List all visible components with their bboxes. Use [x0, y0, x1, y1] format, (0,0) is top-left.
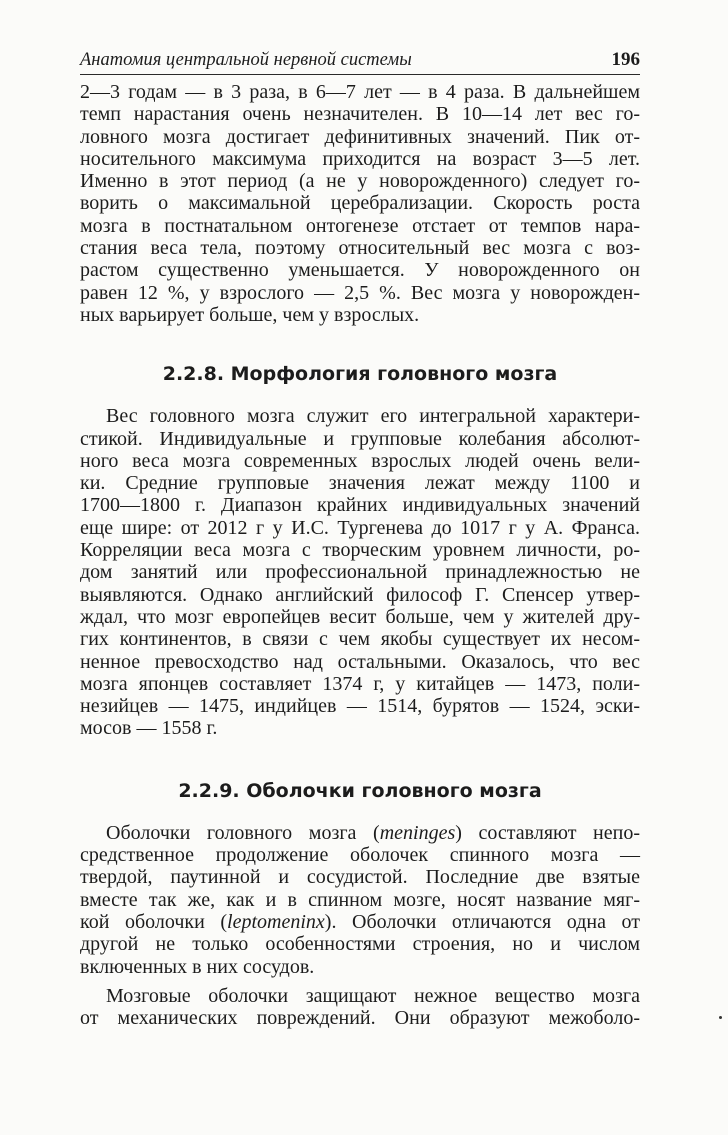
- text-line: еще шире: от 2012 г у И.С. Тургенева до 1017 г у А. Франса.: [80, 516, 640, 539]
- text-line: твердой, паутинной и сосудистой. Последние две взятые: [80, 866, 640, 889]
- running-header: [80, 48, 640, 75]
- print-speck: [719, 1016, 722, 1019]
- text-line: Корреляции веса мозга с творческим уровнем личности, ро-: [80, 539, 640, 562]
- text-line: 1700—1800 г. Диапазон крайних индивидуальных значений: [80, 494, 640, 517]
- intro-paragraph: [80, 81, 640, 326]
- text-fragment: Оболочки головного мозга (: [106, 821, 380, 844]
- text-line: темп нарастания очень незначителен. В 10—14 лет вес го-: [80, 103, 640, 126]
- text-line: равен 12 %, у взрослого — 2,5 %. Вес мозга у новорожден-: [80, 281, 640, 304]
- text-line: дом занятий или профессиональной принадлежностью не: [80, 561, 640, 584]
- text-line: 2—3 годам — в 3 раза, в 6—7 лет — в 4 раза. В дальнейшем: [80, 81, 640, 103]
- text-line: растом существенно уменьшается. У новорожденного он: [80, 259, 640, 282]
- text-line: Мозговые оболочки защищают нежное вещество мозга: [106, 984, 640, 1007]
- membranes-paragraph-2: [80, 985, 640, 1030]
- text-line: ки. Средние групповые значения лежат между 1100 и: [80, 472, 640, 495]
- text-line: другой не только особенностями строения, но и числом: [80, 933, 640, 956]
- text-line: ненное превосходство над остальными. Оказалось, что вес: [80, 650, 640, 673]
- text-line: от механических повреждений. Они образуют межоболо-: [80, 1007, 640, 1030]
- morphology-paragraph: [80, 405, 640, 739]
- text-line: средственное продолжение оболочек спинного мозга —: [80, 844, 640, 867]
- latin-term: leptomeninx: [227, 910, 325, 933]
- text-line: стикой. Индивидуальные и групповые колебания абсолют-: [80, 427, 640, 450]
- section-heading-morphology: 2.2.8. Морфология головного мозга: [162, 363, 558, 386]
- latin-term: meninges: [379, 821, 456, 844]
- text-line: [80, 822, 640, 844]
- page-number: 196: [611, 49, 640, 70]
- text-line: ворить о максимальной церебрализации. Скорость роста: [80, 192, 640, 215]
- text-line: ного веса мозга современных взрослых людей очень вели-: [80, 449, 640, 472]
- text-fragment: ) составляют непо-: [455, 821, 640, 844]
- text-line: мозга японцев составляет 1374 г, у китайцев — 1473, поли-: [80, 672, 640, 695]
- text-line: Именно в этот период (а не у новорожденного) следует го-: [80, 170, 640, 193]
- text-line: ждал, что мозг европейцев весит больше, чем у жителей дру-: [80, 605, 640, 628]
- text-line: выявляются. Однако английский философ Г. Спенсер утвер-: [80, 583, 640, 606]
- text-line: стания веса тела, поэтому относительный вес мозга с воз-: [80, 237, 640, 260]
- book-page: [80, 48, 640, 1029]
- running-header-title: Анатомия центральной нервной системы: [80, 50, 412, 70]
- text-line: Вес головного мозга служит его интегральной характери-: [106, 405, 640, 428]
- text-line: ных варьирует больше, чем у взрослых.: [80, 303, 420, 326]
- text-fragment: кой оболочки (: [80, 910, 228, 933]
- text-line: ловного мозга достигает дефинитивных значений. Пик от-: [80, 125, 640, 148]
- text-line: мосов — 1558 г.: [80, 717, 218, 740]
- text-fragment: ). Оболочки отличаются одна от: [324, 910, 640, 933]
- text-line: [80, 911, 640, 933]
- text-line: мозга в постнатальном онтогенезе отстает от темпов нара-: [80, 214, 640, 237]
- membranes-paragraph-1: [80, 822, 640, 978]
- text-line: вместе так же, как и в спинном мозге, носят название мяг-: [80, 888, 640, 911]
- text-line: гих континентов, в связи с чем якобы существует их несом-: [80, 628, 640, 651]
- text-line: незийцев — 1475, индийцев — 1514, бурятов — 1524, эски-: [80, 695, 640, 718]
- section-heading-membranes: 2.2.9. Оболочки головного мозга: [178, 779, 542, 802]
- text-line: включенных в них сосудов.: [80, 955, 315, 978]
- text-line: носительного максимума приходится на возраст 3—5 лет.: [80, 147, 640, 170]
